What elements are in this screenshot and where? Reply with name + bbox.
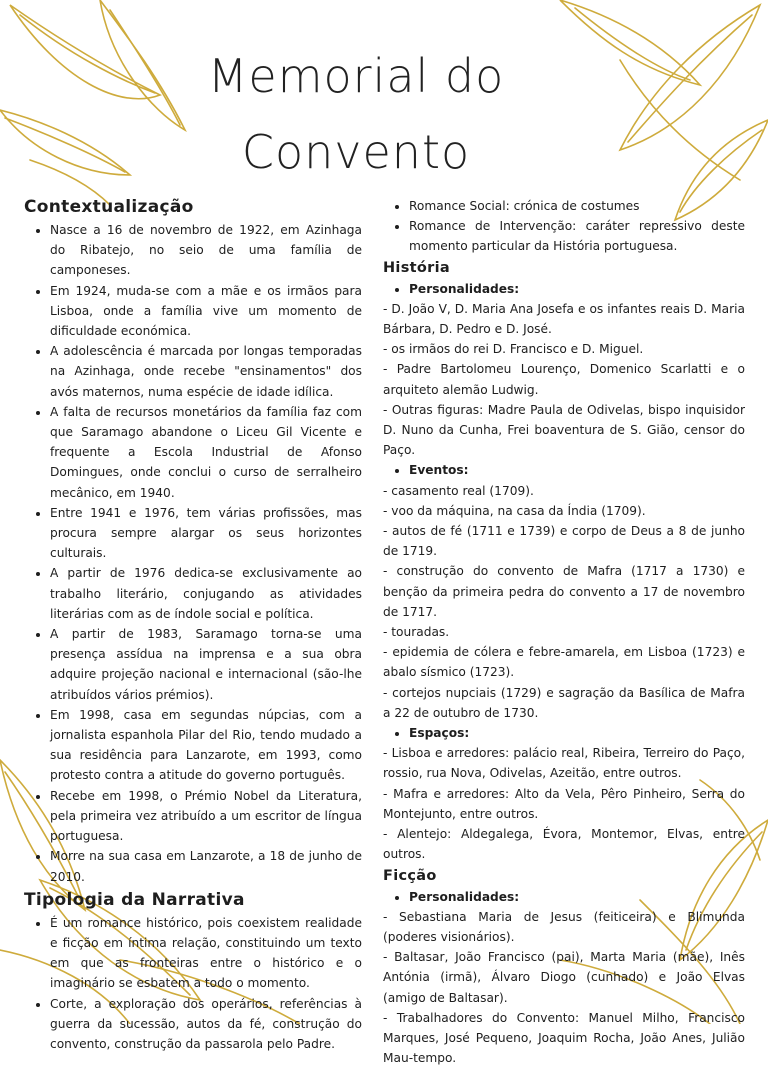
list-item: • Em 1924, muda-se com a mãe e os irmãos para Lisboa, onde a família vive um momento de dificuldade económica. [50,281,362,342]
fic-personalidades-label-list [383,887,745,907]
tipologia-heading: Tipologia da Narrativa [24,889,245,910]
left-column [24,194,362,1054]
historia-heading: História [383,259,450,276]
hist-personalidades-label: • Personalidades: [409,279,745,299]
list-item: • Romance de Intervenção: caráter repressivo deste momento particular da História portuguesa. [409,216,745,256]
romance-list [383,196,745,257]
text-line: - epidemia de cólera e febre-amarela, em Lisboa (1723) e abalo sísmico (1723). [383,645,745,680]
contexto-heading: Contextualização [24,197,194,217]
hist-eventos-label: • Eventos: [409,460,745,480]
text-line: - Padre Bartolomeu Lourenço, Domenico Scarlatti e o arquiteto alemão Ludwig. [383,362,745,397]
text-line: - D. João V, D. Maria Ana Josefa e os infantes reais D. Maria Bárbara, D. Pedro e D. José. [383,301,745,337]
contexto-list [24,220,362,887]
text-line: - Outras figuras: Madre Paula de Odivelas, bispo inquisidor D. Nuno da Cunha, Frei boaventura de S. Gião, censor do Paço. [383,402,745,458]
title-line-1: Memorial do [207,49,505,103]
text-line: - touradas. [383,625,450,640]
text-line: - Trabalhadores do Convento: Manuel Milho, Francisco Marques, José Pequeno, Joaquim Rocha, João Anes, Julião Mau-tempo. [383,1010,745,1066]
hist-espacos-label-list [383,723,745,743]
hist-espacos-label: • Espaços: [409,723,745,743]
text-line: - voo da máquina, na casa da Índia (1709). [383,503,646,518]
hist-eventos-label-list [383,460,745,480]
list-item: • Em 1998, casa em segundas núpcias, com a jornalista espanhola Pilar del Rio, tendo mudado a sua residência para Lanzarote, em 1993, como protesto contra a atitude do governo português. [50,705,362,786]
list-item: • A adolescência é marcada por longas temporadas na Azinhaga, onde recebe "ensinamentos" dos avós maternos, numa espécie de idade idílica. [50,341,362,402]
text-line: - autos de fé (1711 e 1739) e corpo de Deus a 8 de junho de 1719. [383,524,745,559]
text-line: - Alentejo: Aldegalega, Évora, Montemor, Elvas, entre outros. [383,827,745,862]
list-item: • É um romance histórico, pois coexistem realidade e ficção em íntima relação, constituindo um texto em que as fronteiras entre o histórico e o imaginário se esbatem a todo o momento. [50,913,362,994]
list-item: • Morre na sua casa em Lanzarote, a 18 de junho de 2010. [50,846,362,886]
tipologia-list [24,913,362,1054]
text-line: - construção do convento de Mafra (1717 a 1730) e benção da primeira pedra do convento a 17 de novembro de 1717. [383,564,745,619]
text-line: - Mafra e arredores: Alto da Vela, Pêro Pinheiro, Serra do Montejunto, entre outros. [383,786,745,821]
list-item: • Corte, a exploração dos operários, referências à guerra da sucessão, autos da fé, construção do convento, construção da passarola pelo Padre. [50,994,362,1055]
title-line-2: Convento [241,125,471,179]
list-item: • Recebe em 1998, o Prémio Nobel da Literatura, pela primeira vez atribuído a um escritor de língua portuguesa. [50,786,362,847]
text-line: - Baltasar, João Francisco (pai), Marta Maria (mãe), Inês Antónia (irmã), Álvaro Diogo (cunhado) e João Elvas (amigo de Baltasar). [383,950,745,1005]
text-line: - Sebastiana Maria de Jesus (feiticeira) e Blimunda (poderes visionários). [383,909,745,944]
text-line: - Lisboa e arredores: palácio real, Ribeira, Terreiro do Paço, rossio, rua Nova, Odivelas, Azeitão, entre outros. [383,746,745,781]
ficcao-heading: Ficção [383,867,437,884]
list-item: • A partir de 1983, Saramago torna-se uma presença assídua na imprensa e a sua obra adquire projeção nacional e internacional (são-lhe atribuídos vários prémios). [50,624,362,705]
right-column [383,196,745,1068]
text-line: - casamento real (1709). [383,483,534,498]
list-item: • Nasce a 16 de novembro de 1922, em Azinhaga do Ribatejo, no seio de uma família de camponeses. [50,220,362,281]
text-line: - os irmãos do rei D. Francisco e D. Miguel. [383,342,644,357]
text-line: - cortejos nupciais (1729) e sagração da Basílica de Mafra a 22 de outubro de 1730. [383,685,745,720]
list-item: • Romance Social: crónica de costumes [409,196,745,216]
hist-personalidades-label-list [383,279,745,299]
page-title [0,38,712,190]
list-item: • Entre 1941 e 1976, tem várias profissões, mas procura sempre alargar os seus horizontes culturais. [50,503,362,564]
fic-personalidades-label: • Personalidades: [409,887,745,907]
list-item: • A partir de 1976 dedica-se exclusivamente ao trabalho literário, conjugando as atividades literárias com as de índole social e política. [50,563,362,624]
list-item: • A falta de recursos monetários da família faz com que Saramago abandone o Liceu Gil Vicente e frequente a Escola Industrial de Afonso Domingues, onde conclui o curso de serralheiro mecânico, em 1940. [50,402,362,503]
